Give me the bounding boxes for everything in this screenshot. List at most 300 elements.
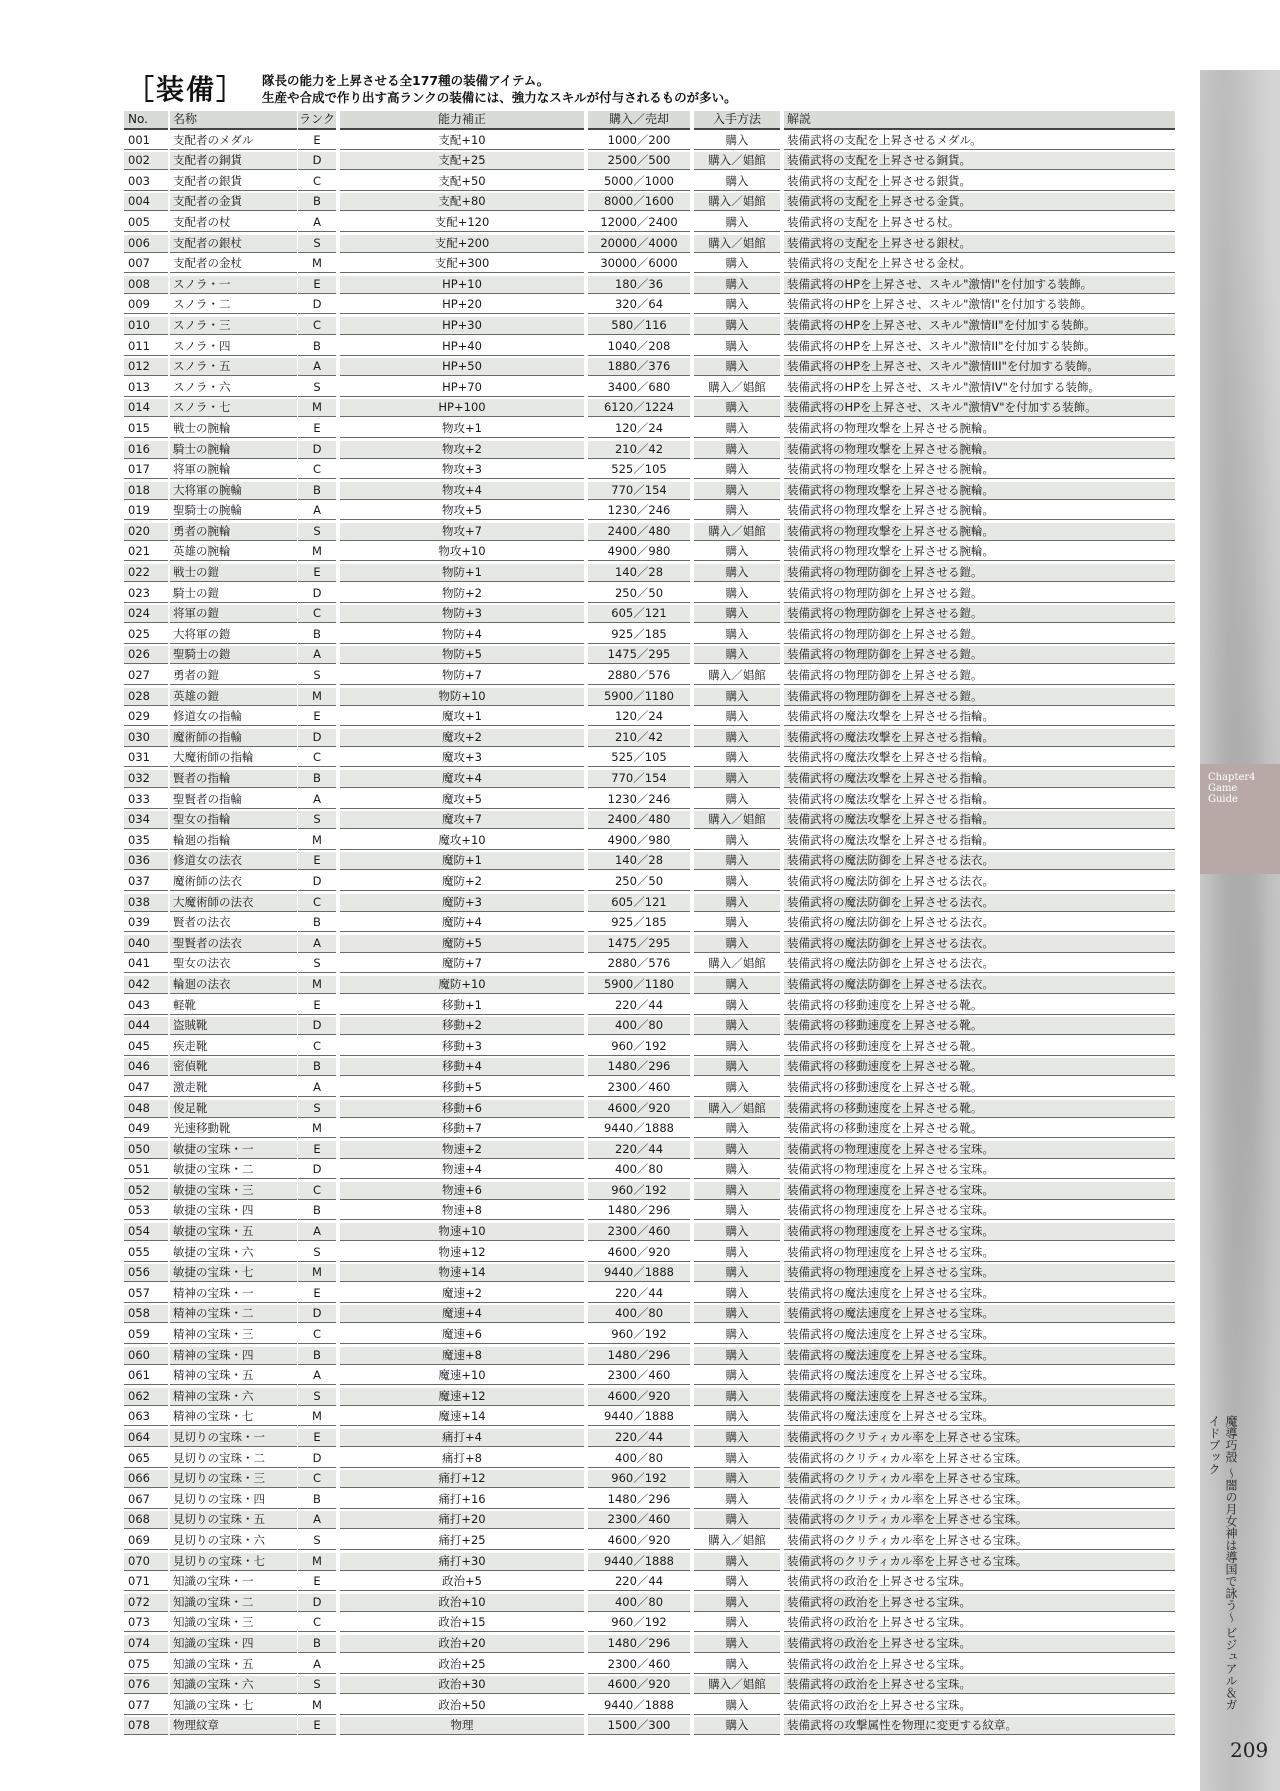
cell-price: 400／80 xyxy=(588,1161,690,1179)
cell-rank: A xyxy=(298,791,336,809)
cell-no: 005 xyxy=(124,214,168,232)
cell-obtain: 購入 xyxy=(694,1594,780,1612)
cell-obtain: 購入 xyxy=(694,1491,780,1509)
cell-no: 036 xyxy=(124,852,168,870)
cell-obtain: 購入 xyxy=(694,1717,780,1735)
cell-rank: M xyxy=(298,399,336,417)
cell-rank: A xyxy=(298,214,336,232)
cell-name: 密偵靴 xyxy=(170,1058,297,1076)
table-row xyxy=(124,357,1172,378)
cell-no: 007 xyxy=(124,255,168,273)
cell-rank: M xyxy=(298,255,336,273)
cell-effect: 物攻+3 xyxy=(340,461,584,479)
cell-effect: HP+40 xyxy=(340,338,584,356)
cell-description: 装備武将の支配を上昇させる銀貨。 xyxy=(784,173,1175,191)
cell-rank: C xyxy=(298,1326,336,1344)
decorative-map-strip xyxy=(1200,70,1280,1791)
table-row xyxy=(124,687,1172,708)
cell-no: 035 xyxy=(124,832,168,850)
cell-rank: B xyxy=(298,770,336,788)
cell-name: 見切りの宝珠・一 xyxy=(170,1429,297,1447)
cell-obtain: 購入 xyxy=(694,832,780,850)
cell-price: 1230／246 xyxy=(588,502,690,520)
table-row xyxy=(124,666,1172,687)
cell-description: 装備武将のHPを上昇させ、スキル"激情IV"を付加する装飾。 xyxy=(784,379,1175,397)
cell-effect: 痛打+16 xyxy=(340,1491,584,1509)
cell-name: 見切りの宝珠・六 xyxy=(170,1532,297,1550)
cell-name: 光速移動靴 xyxy=(170,1120,297,1138)
cell-name: 盗賊靴 xyxy=(170,1017,297,1035)
cell-no: 047 xyxy=(124,1079,168,1097)
table-row xyxy=(124,1016,1172,1037)
cell-description: 装備武将のクリティカル率を上昇させる宝珠。 xyxy=(784,1553,1175,1571)
table-row xyxy=(124,1304,1172,1325)
cell-price: 400／80 xyxy=(588,1305,690,1323)
cell-obtain: 購入／娼館 xyxy=(694,193,780,211)
cell-name: 知識の宝珠・四 xyxy=(170,1635,297,1653)
cell-description: 装備武将の魔法攻撃を上昇させる指輪。 xyxy=(784,729,1175,747)
cell-no: 010 xyxy=(124,317,168,335)
cell-obtain: 購入 xyxy=(694,626,780,644)
table-row xyxy=(124,234,1172,255)
cell-effect: 物攻+10 xyxy=(340,543,584,561)
cell-rank: S xyxy=(298,379,336,397)
cell-price: 220／44 xyxy=(588,1141,690,1159)
cell-obtain: 購入／娼館 xyxy=(694,955,780,973)
table-row xyxy=(124,790,1172,811)
cell-price: 925／185 xyxy=(588,626,690,644)
cell-price: 925／185 xyxy=(588,914,690,932)
cell-rank: M xyxy=(298,1120,336,1138)
cell-no: 028 xyxy=(124,688,168,706)
cell-obtain: 購入 xyxy=(694,646,780,664)
table-row xyxy=(124,810,1172,831)
cell-description: 装備武将のHPを上昇させ、スキル"激情II"を付加する装飾。 xyxy=(784,317,1175,335)
cell-no: 048 xyxy=(124,1100,168,1118)
cell-rank: E xyxy=(298,1573,336,1591)
cell-obtain: 購入 xyxy=(694,1470,780,1488)
cell-name: 将軍の腕輪 xyxy=(170,461,297,479)
cell-effect: 政治+20 xyxy=(340,1635,584,1653)
cell-no: 052 xyxy=(124,1182,168,1200)
cell-name: スノラ・二 xyxy=(170,296,297,314)
cell-obtain: 購入 xyxy=(694,214,780,232)
cell-rank: B xyxy=(298,1635,336,1653)
cell-obtain: 購入 xyxy=(694,1697,780,1715)
cell-rank: S xyxy=(298,811,336,829)
cell-no: 076 xyxy=(124,1676,168,1694)
cell-rank: M xyxy=(298,976,336,994)
cell-effect: HP+70 xyxy=(340,379,584,397)
table-row xyxy=(124,213,1172,234)
cell-rank: E xyxy=(298,1141,336,1159)
cell-obtain: 購入 xyxy=(694,461,780,479)
cell-effect: 痛打+4 xyxy=(340,1429,584,1447)
cell-effect: 魔速+2 xyxy=(340,1285,584,1303)
cell-obtain: 購入 xyxy=(694,1635,780,1653)
table-row xyxy=(124,1263,1172,1284)
cell-effect: 物防+3 xyxy=(340,605,584,623)
cell-rank: S xyxy=(298,1676,336,1694)
cell-price: 4900／980 xyxy=(588,543,690,561)
cell-rank: S xyxy=(298,1532,336,1550)
cell-effect: 魔防+1 xyxy=(340,852,584,870)
table-row xyxy=(124,604,1172,625)
cell-description: 装備武将の移動速度を上昇させる靴。 xyxy=(784,1100,1175,1118)
cell-price: 220／44 xyxy=(588,997,690,1015)
cell-rank: M xyxy=(298,832,336,850)
cell-obtain: 購入 xyxy=(694,399,780,417)
cell-price: 5000／1000 xyxy=(588,173,690,191)
table-row xyxy=(124,1222,1172,1243)
table-row xyxy=(124,1634,1172,1655)
cell-price: 120／24 xyxy=(588,708,690,726)
cell-no: 057 xyxy=(124,1285,168,1303)
cell-no: 062 xyxy=(124,1388,168,1406)
cell-no: 069 xyxy=(124,1532,168,1550)
cell-effect: 魔速+8 xyxy=(340,1347,584,1365)
cell-rank: S xyxy=(298,667,336,685)
cell-description: 装備武将の支配を上昇させる杖。 xyxy=(784,214,1175,232)
cell-obtain: 購入 xyxy=(694,976,780,994)
cell-effect: 痛打+8 xyxy=(340,1450,584,1468)
cell-no: 027 xyxy=(124,667,168,685)
cell-price: 220／44 xyxy=(588,1285,690,1303)
cell-rank: S xyxy=(298,235,336,253)
cell-price: 220／44 xyxy=(588,1573,690,1591)
cell-price: 220／44 xyxy=(588,1429,690,1447)
cell-rank: M xyxy=(298,543,336,561)
cell-price: 400／80 xyxy=(588,1017,690,1035)
cell-rank: B xyxy=(298,1347,336,1365)
cell-description: 装備武将の魔法防御を上昇させる法衣。 xyxy=(784,955,1175,973)
cell-rank: D xyxy=(298,585,336,603)
cell-obtain: 購入 xyxy=(694,1038,780,1056)
cell-description: 装備武将のHPを上昇させ、スキル"激情V"を付加する装飾。 xyxy=(784,399,1175,417)
cell-effect: 政治+30 xyxy=(340,1676,584,1694)
cell-price: 140／28 xyxy=(588,852,690,870)
cell-no: 023 xyxy=(124,585,168,603)
cell-no: 034 xyxy=(124,811,168,829)
cell-obtain: 購入 xyxy=(694,1553,780,1571)
cell-obtain: 購入／娼館 xyxy=(694,235,780,253)
cell-name: 疾走靴 xyxy=(170,1038,297,1056)
cell-name: 敏捷の宝珠・四 xyxy=(170,1202,297,1220)
table-row xyxy=(124,1407,1172,1428)
header-price: 購入／売却 xyxy=(588,111,690,130)
cell-effect: 物攻+5 xyxy=(340,502,584,520)
cell-name: 知識の宝珠・一 xyxy=(170,1573,297,1591)
cell-effect: HP+100 xyxy=(340,399,584,417)
table-row xyxy=(124,1613,1172,1634)
cell-obtain: 購入 xyxy=(694,317,780,335)
cell-no: 015 xyxy=(124,420,168,438)
cell-price: 4900／980 xyxy=(588,832,690,850)
cell-name: 賢者の指輪 xyxy=(170,770,297,788)
cell-obtain: 購入 xyxy=(694,1367,780,1385)
cell-description: 装備武将の物理速度を上昇させる宝珠。 xyxy=(784,1141,1175,1159)
cell-obtain: 購入 xyxy=(694,1388,780,1406)
cell-description: 装備武将の移動速度を上昇させる靴。 xyxy=(784,1038,1175,1056)
cell-no: 024 xyxy=(124,605,168,623)
cell-description: 装備武将のクリティカル率を上昇させる宝珠。 xyxy=(784,1511,1175,1529)
cell-name: 敏捷の宝珠・三 xyxy=(170,1182,297,1200)
cell-effect: 物理 xyxy=(340,1717,584,1735)
cell-effect: 政治+25 xyxy=(340,1656,584,1674)
cell-no: 070 xyxy=(124,1553,168,1571)
chapter-label: Chapter4 Game Guide xyxy=(1208,772,1256,805)
cell-name: 俊足靴 xyxy=(170,1100,297,1118)
cell-description: 装備武将の物理防御を上昇させる鎧。 xyxy=(784,688,1175,706)
cell-effect: 政治+50 xyxy=(340,1697,584,1715)
cell-effect: 支配+200 xyxy=(340,235,584,253)
cell-price: 960／192 xyxy=(588,1470,690,1488)
table-row xyxy=(124,975,1172,996)
table-row xyxy=(124,1675,1172,1696)
cell-description: 装備武将の魔法攻撃を上昇させる指輪。 xyxy=(784,811,1175,829)
cell-description: 装備武将の魔法速度を上昇させる宝珠。 xyxy=(784,1326,1175,1344)
cell-name: 支配者の杖 xyxy=(170,214,297,232)
cell-description: 装備武将の魔法防御を上昇させる法衣。 xyxy=(784,873,1175,891)
cell-price: 2300／460 xyxy=(588,1079,690,1097)
cell-rank: C xyxy=(298,605,336,623)
cell-effect: 物防+1 xyxy=(340,564,584,582)
cell-obtain: 購入 xyxy=(694,173,780,191)
cell-effect: 支配+50 xyxy=(340,173,584,191)
cell-effect: 魔防+3 xyxy=(340,894,584,912)
table-row xyxy=(124,151,1172,172)
cell-description: 装備武将の物理速度を上昇させる宝珠。 xyxy=(784,1161,1175,1179)
cell-description: 装備武将の魔法攻撃を上昇させる指輪。 xyxy=(784,791,1175,809)
cell-description: 装備武将の物理速度を上昇させる宝珠。 xyxy=(784,1202,1175,1220)
table-row xyxy=(124,275,1172,296)
cell-no: 032 xyxy=(124,770,168,788)
cell-name: 支配者の金杖 xyxy=(170,255,297,273)
table-row xyxy=(124,1140,1172,1161)
cell-price: 1000／200 xyxy=(588,132,690,150)
cell-rank: A xyxy=(298,1079,336,1097)
cell-description: 装備武将の政治を上昇させる宝珠。 xyxy=(784,1594,1175,1612)
cell-no: 042 xyxy=(124,976,168,994)
cell-name: 軽靴 xyxy=(170,997,297,1015)
cell-no: 051 xyxy=(124,1161,168,1179)
cell-rank: D xyxy=(298,1594,336,1612)
table-row xyxy=(124,625,1172,646)
header-no: No. xyxy=(124,111,168,130)
cell-rank: M xyxy=(298,1553,336,1571)
cell-obtain: 購入／娼館 xyxy=(694,667,780,685)
cell-no: 049 xyxy=(124,1120,168,1138)
cell-price: 1480／296 xyxy=(588,1202,690,1220)
cell-effect: HP+50 xyxy=(340,358,584,376)
cell-description: 装備武将の支配を上昇させる金貨。 xyxy=(784,193,1175,211)
cell-rank: C xyxy=(298,461,336,479)
cell-obtain: 購入／娼館 xyxy=(694,1676,780,1694)
cell-price: 8000／1600 xyxy=(588,193,690,211)
cell-no: 075 xyxy=(124,1656,168,1674)
cell-no: 074 xyxy=(124,1635,168,1653)
cell-rank: D xyxy=(298,1450,336,1468)
cell-rank: A xyxy=(298,1367,336,1385)
cell-description: 装備武将のクリティカル率を上昇させる宝珠。 xyxy=(784,1429,1175,1447)
cell-name: 聖賢者の指輪 xyxy=(170,791,297,809)
table-row xyxy=(124,542,1172,563)
cell-name: 精神の宝珠・一 xyxy=(170,1285,297,1303)
cell-obtain: 購入 xyxy=(694,441,780,459)
cell-no: 012 xyxy=(124,358,168,376)
cell-name: 大将軍の腕輪 xyxy=(170,482,297,500)
cell-obtain: 購入 xyxy=(694,749,780,767)
cell-price: 9440／1888 xyxy=(588,1408,690,1426)
cell-obtain: 購入 xyxy=(694,1305,780,1323)
cell-no: 014 xyxy=(124,399,168,417)
cell-price: 5900／1180 xyxy=(588,688,690,706)
cell-obtain: 購入 xyxy=(694,1511,780,1529)
cell-no: 063 xyxy=(124,1408,168,1426)
cell-no: 017 xyxy=(124,461,168,479)
cell-rank: E xyxy=(298,1285,336,1303)
cell-rank: E xyxy=(298,1429,336,1447)
cell-name: 将軍の鎧 xyxy=(170,605,297,623)
cell-no: 038 xyxy=(124,894,168,912)
cell-obtain: 購入 xyxy=(694,770,780,788)
cell-description: 装備武将の魔法防御を上昇させる法衣。 xyxy=(784,935,1175,953)
cell-name: 精神の宝珠・七 xyxy=(170,1408,297,1426)
cell-obtain: 購入 xyxy=(694,296,780,314)
table-row xyxy=(124,1160,1172,1181)
cell-name: 知識の宝珠・五 xyxy=(170,1656,297,1674)
cell-obtain: 購入 xyxy=(694,605,780,623)
cell-effect: 魔防+2 xyxy=(340,873,584,891)
table-row xyxy=(124,872,1172,893)
cell-description: 装備武将の物理攻撃を上昇させる腕輪。 xyxy=(784,420,1175,438)
cell-no: 030 xyxy=(124,729,168,747)
cell-effect: 物速+12 xyxy=(340,1244,584,1262)
cell-no: 059 xyxy=(124,1326,168,1344)
cell-description: 装備武将の政治を上昇させる宝珠。 xyxy=(784,1697,1175,1715)
cell-rank: C xyxy=(298,173,336,191)
cell-description: 装備武将の魔法防御を上昇させる法衣。 xyxy=(784,914,1175,932)
cell-no: 072 xyxy=(124,1594,168,1612)
table-row xyxy=(124,172,1172,193)
cell-name: 英雄の腕輪 xyxy=(170,543,297,561)
cell-obtain: 購入 xyxy=(694,935,780,953)
cell-rank: B xyxy=(298,1202,336,1220)
cell-obtain: 購入 xyxy=(694,543,780,561)
cell-no: 044 xyxy=(124,1017,168,1035)
table-row xyxy=(124,831,1172,852)
cell-effect: 魔速+12 xyxy=(340,1388,584,1406)
table-row xyxy=(124,1078,1172,1099)
cell-description: 装備武将のHPを上昇させ、スキル"激情III"を付加する装飾。 xyxy=(784,358,1175,376)
cell-price: 9440／1888 xyxy=(588,1264,690,1282)
cell-price: 770／154 xyxy=(588,770,690,788)
cell-price: 2880／576 xyxy=(588,667,690,685)
cell-obtain: 購入 xyxy=(694,873,780,891)
cell-price: 250／50 xyxy=(588,873,690,891)
cell-obtain: 購入 xyxy=(694,1450,780,1468)
cell-description: 装備武将の物理防御を上昇させる鎧。 xyxy=(784,646,1175,664)
table-row xyxy=(124,1696,1172,1717)
cell-obtain: 購入 xyxy=(694,564,780,582)
cell-rank: D xyxy=(298,729,336,747)
cell-rank: B xyxy=(298,1491,336,1509)
header-obtain: 入手方法 xyxy=(694,111,780,130)
cell-effect: 移動+4 xyxy=(340,1058,584,1076)
cell-description: 装備武将の攻撃属性を物理に変更する紋章。 xyxy=(784,1717,1175,1735)
cell-price: 4600／920 xyxy=(588,1244,690,1262)
cell-effect: 移動+1 xyxy=(340,997,584,1015)
cell-name: 敏捷の宝珠・六 xyxy=(170,1244,297,1262)
cell-price: 1475／295 xyxy=(588,646,690,664)
table-row xyxy=(124,1428,1172,1449)
cell-obtain: 購入 xyxy=(694,1120,780,1138)
cell-rank: C xyxy=(298,1470,336,1488)
cell-no: 002 xyxy=(124,152,168,170)
cell-name: 支配者の金貨 xyxy=(170,193,297,211)
cell-price: 605／121 xyxy=(588,894,690,912)
cell-description: 装備武将の物理防御を上昇させる鎧。 xyxy=(784,605,1175,623)
cell-effect: 物防+10 xyxy=(340,688,584,706)
cell-no: 068 xyxy=(124,1511,168,1529)
cell-name: 支配者の銅貨 xyxy=(170,152,297,170)
cell-no: 021 xyxy=(124,543,168,561)
cell-price: 1880／376 xyxy=(588,358,690,376)
cell-description: 装備武将の政治を上昇させる宝珠。 xyxy=(784,1573,1175,1591)
cell-effect: 魔速+6 xyxy=(340,1326,584,1344)
cell-no: 011 xyxy=(124,338,168,356)
cell-obtain: 購入 xyxy=(694,1223,780,1241)
table-row xyxy=(124,707,1172,728)
cell-effect: 政治+5 xyxy=(340,1573,584,1591)
cell-price: 2300／460 xyxy=(588,1223,690,1241)
cell-description: 装備武将の物理攻撃を上昇させる腕輪。 xyxy=(784,523,1175,541)
cell-effect: 移動+7 xyxy=(340,1120,584,1138)
cell-obtain: 購入／娼館 xyxy=(694,1100,780,1118)
cell-price: 120／24 xyxy=(588,420,690,438)
cell-obtain: 購入 xyxy=(694,729,780,747)
cell-effect: 魔攻+5 xyxy=(340,791,584,809)
cell-obtain: 購入 xyxy=(694,1202,780,1220)
cell-name: 勇者の腕輪 xyxy=(170,523,297,541)
cell-effect: 政治+15 xyxy=(340,1614,584,1632)
cell-rank: E xyxy=(298,852,336,870)
cell-price: 180／36 xyxy=(588,276,690,294)
cell-effect: 魔防+5 xyxy=(340,935,584,953)
table-row xyxy=(124,1201,1172,1222)
table-row xyxy=(124,1346,1172,1367)
cell-name: 大魔術師の指輪 xyxy=(170,749,297,767)
cell-no: 001 xyxy=(124,132,168,150)
cell-name: 輪廻の法衣 xyxy=(170,976,297,994)
table-row xyxy=(124,563,1172,584)
table-row xyxy=(124,1037,1172,1058)
cell-obtain: 購入／娼館 xyxy=(694,523,780,541)
table-row xyxy=(124,398,1172,419)
cell-price: 5900／1180 xyxy=(588,976,690,994)
cell-rank: C xyxy=(298,1182,336,1200)
cell-no: 066 xyxy=(124,1470,168,1488)
cell-rank: B xyxy=(298,1058,336,1076)
cell-obtain: 購入 xyxy=(694,1656,780,1674)
cell-description: 装備武将の物理攻撃を上昇させる腕輪。 xyxy=(784,543,1175,561)
cell-effect: 物速+4 xyxy=(340,1161,584,1179)
cell-price: 4600／920 xyxy=(588,1532,690,1550)
cell-no: 037 xyxy=(124,873,168,891)
cell-obtain: 購入／娼館 xyxy=(694,152,780,170)
cell-effect: 痛打+30 xyxy=(340,1553,584,1571)
cell-obtain: 購入 xyxy=(694,1429,780,1447)
